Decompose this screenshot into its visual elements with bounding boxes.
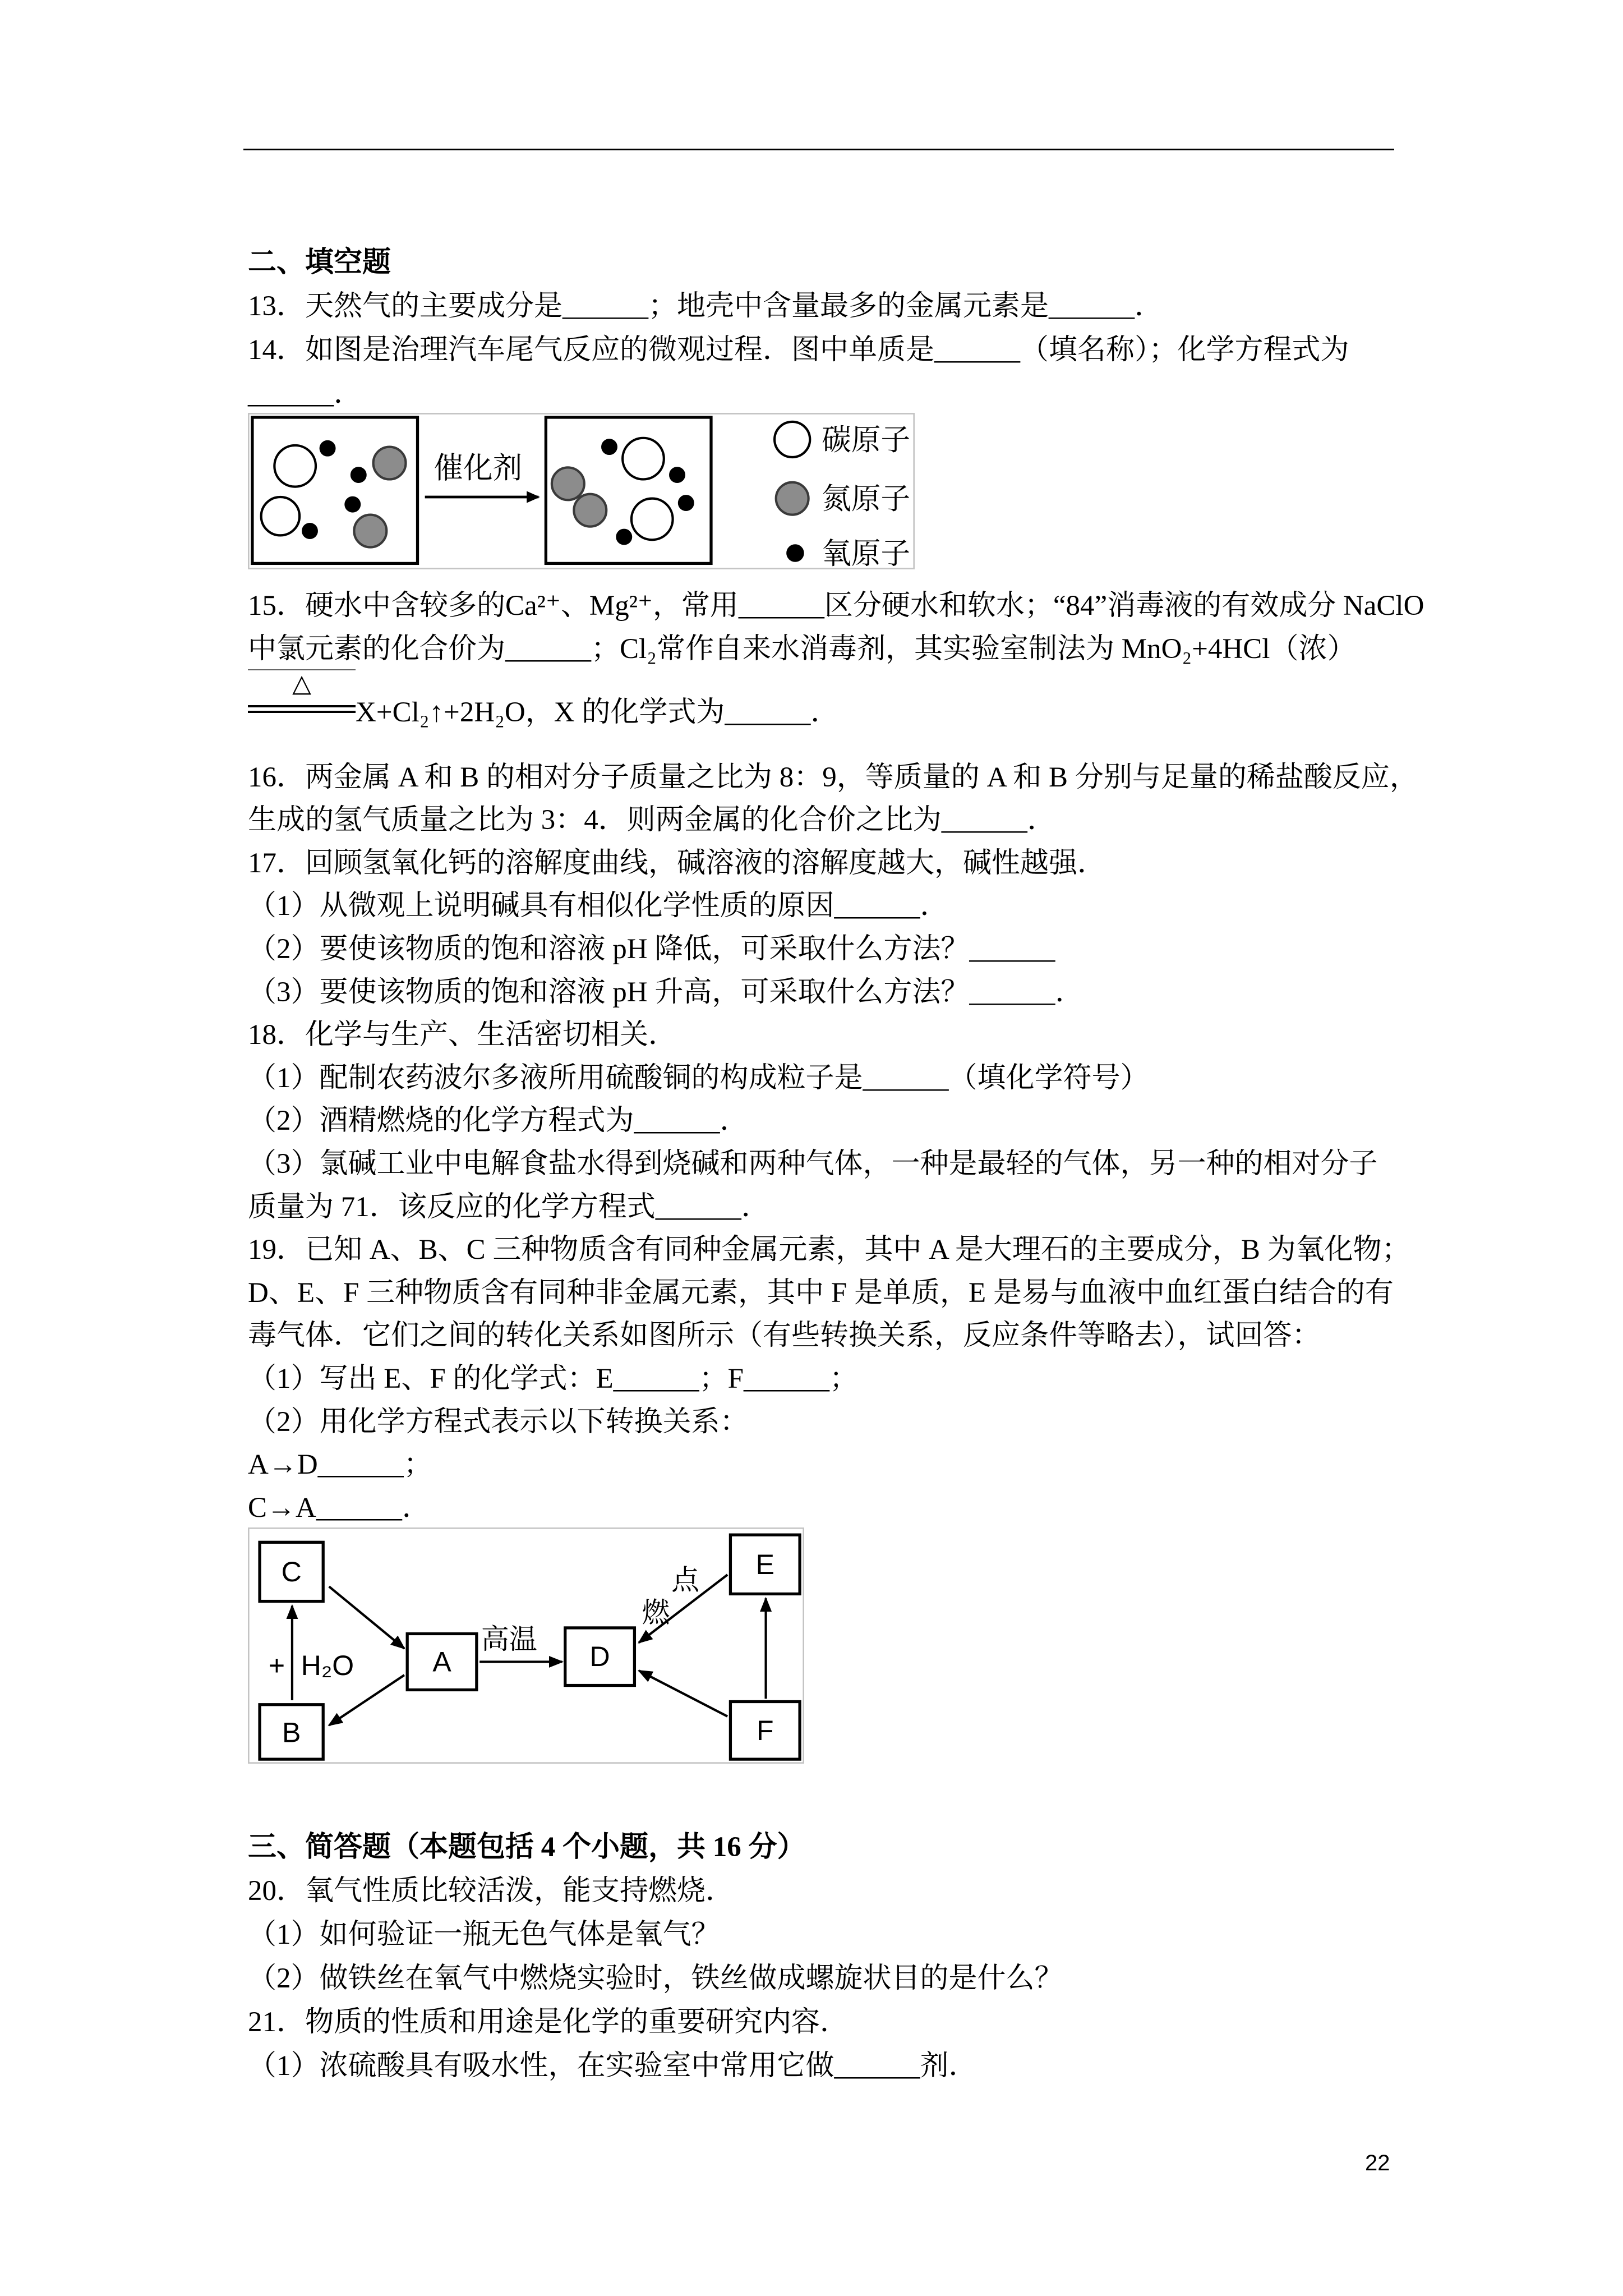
oxygen-atom <box>320 440 336 457</box>
question-18-line-2: （1）配制农药波尔多液所用硫酸铜的构成粒子是______（填化学符号） <box>248 1062 1149 1094</box>
question-19-line-6: A→D______； <box>248 1449 432 1481</box>
node-d <box>565 1628 635 1686</box>
question-17-line-1: 17．回顾氢氧化钙的溶解度曲线，碱溶液的溶解度越大，碱性越强． <box>248 847 1106 879</box>
arrow-f-to-d <box>639 1671 727 1717</box>
question-21-line-2: （1）浓硫酸具有吸水性，在实验室中常用它做______剂． <box>248 2050 978 2082</box>
legend-oxygen-label: 氧原子 <box>822 536 911 569</box>
page-number: 22 <box>1365 2151 1390 2175</box>
node-e <box>730 1535 800 1594</box>
carbon-atom <box>631 499 673 540</box>
question-19-line-1: 19．已知 A、B、C 三种物质含有同种金属元素，其中 A 是大理石的主要成分，B 为氧化物； <box>248 1234 1410 1266</box>
oxygen-atom <box>344 496 361 513</box>
question-18-line-4: （3）氯碱工业中电解食盐水得到烧碱和两种气体，一种是最轻的气体，另一种的相对分子 <box>248 1148 1378 1180</box>
legend-carbon-swatch <box>774 422 810 457</box>
nitrogen-atom <box>354 515 386 547</box>
questions-16-19-block <box>248 756 1418 1530</box>
question-15-equation-line <box>248 669 840 734</box>
question-15-block <box>248 585 1424 671</box>
node-a-label: A <box>432 1646 451 1678</box>
oxygen-atom <box>302 523 318 539</box>
atom-legend <box>774 422 910 569</box>
question-18-line-1: 18．化学与生产、生活密切相关． <box>248 1019 677 1051</box>
header-rule <box>243 149 1394 150</box>
node-c <box>260 1542 323 1601</box>
question-14-line-2: ______． <box>248 378 363 409</box>
carbon-atom <box>274 445 316 487</box>
question-19-line-7: C→A______． <box>248 1492 431 1524</box>
question-13-line-1: 13．天然气的主要成分是______；地壳中含量最多的金属元素是______． <box>248 291 1164 322</box>
products-box <box>546 417 711 563</box>
conversion-relation-diagram <box>248 1527 804 1764</box>
reaction-micro-diagram <box>248 413 915 569</box>
arrow-c-to-a <box>329 1586 404 1649</box>
oxygen-atom <box>616 529 632 545</box>
oxygen-atom <box>351 467 367 483</box>
question-15-line-2: 中氯元素的化合价为______；Cl₂常作自来水消毒剂，其实验室制法为 MnO₂+4HCl（浓） <box>248 633 1356 665</box>
question-19-line-3: 毒气体．它们之间的转化关系如图所示（有些转换关系，反应条件等略去），试回答： <box>248 1320 1321 1352</box>
double-equals-line <box>248 705 356 713</box>
high-temperature-label: 高温 <box>481 1622 537 1655</box>
node-f <box>730 1701 800 1759</box>
question-16-line-1: 16．两金属 A 和 B 的相对分子质量之比为 8：9，等质量的 A 和 B 分别与足量的稀盐酸反应， <box>248 761 1418 793</box>
question-18-line-3: （2）酒精燃烧的化学方程式为______． <box>248 1105 749 1137</box>
nitrogen-atom <box>574 494 606 527</box>
oxygen-atom <box>669 467 685 483</box>
node-c-label: C <box>281 1556 302 1588</box>
question-19-line-2: D、E、F 三种物质含有同种非金属元素，其中 F 是单质，E 是易与血液中血红蛋白结合的有 <box>248 1277 1394 1309</box>
ignite-label: 点燃 <box>642 1563 700 1629</box>
question-20-line-1: 20．氧气性质比较活泼，能支持燃烧． <box>248 1875 735 1907</box>
node-f-label: F <box>756 1714 774 1746</box>
question-17-line-2: （1）从微观上说明碱具有相似化学性质的原因______． <box>248 890 949 922</box>
question-17-line-3: （2）要使该物质的饱和溶液 pH 降低，可采取什么方法？______ <box>248 933 1055 965</box>
question-15-line-3: X+Cl₂↑+2H₂O，X 的化学式为______． <box>356 697 840 728</box>
section-heading-fill-in: 二、填空题 <box>248 247 391 278</box>
reaction-condition-sign <box>248 669 356 734</box>
node-a <box>407 1634 477 1690</box>
nitrogen-atom <box>374 447 406 480</box>
oxygen-atom <box>601 439 617 455</box>
legend-oxygen-swatch <box>786 544 804 562</box>
reactants-box <box>252 417 418 563</box>
carbon-atom <box>623 438 664 480</box>
question-17-line-4: （3）要使该物质的饱和溶液 pH 升高，可采取什么方法？______． <box>248 976 1084 1008</box>
fill-in-section-top <box>248 241 1349 416</box>
legend-carbon-label: 碳原子 <box>822 422 911 457</box>
question-20-line-2: （1）如何验证一瓶无色气体是氧气？ <box>248 1919 720 1950</box>
question-18-line-5: 质量为 71．该反应的化学方程式______． <box>248 1191 770 1223</box>
legend-nitrogen-swatch <box>776 482 809 515</box>
question-20-line-3: （2）做铁丝在氧气中燃烧实验时，铁丝做成螺旋状目的是什么？ <box>248 1963 1063 1994</box>
question-21-line-1: 21．物质的性质和用途是化学的重要研究内容． <box>248 2007 849 2038</box>
node-d-label: D <box>589 1641 610 1673</box>
arrow-a-to-b <box>329 1675 404 1725</box>
heating-triangle-icon: △ <box>292 669 311 698</box>
oxygen-atom <box>678 495 694 511</box>
question-15-line-1: 15．硬水中含较多的Ca²⁺、Mg²⁺，常用______区分硬水和软水；“84”消毒液的有效成分 NaClO <box>248 590 1424 622</box>
nitrogen-atom <box>552 467 584 500</box>
carbon-atom <box>261 497 299 535</box>
catalyst-label: 催化剂 <box>434 450 523 485</box>
question-16-line-2: 生成的氢气质量之比为 3：4．则两金属的化合价之比为______． <box>248 804 1056 836</box>
question-19-line-4: （1）写出 E、F 的化学式：E______；F______； <box>248 1363 859 1395</box>
short-answer-section <box>248 1825 1063 2088</box>
legend-nitrogen-label: 氮原子 <box>822 482 911 517</box>
reactants-frame <box>252 417 418 563</box>
section-heading-short-answer: 三、简答题（本题包括 4 个小题，共 16 分） <box>248 1832 806 1863</box>
node-e-label: E <box>755 1548 774 1580</box>
node-b <box>260 1705 323 1759</box>
water-condition-label: + H₂O <box>268 1650 354 1682</box>
question-19-line-5: （2）用化学方程式表示以下转换关系： <box>248 1406 749 1438</box>
node-b-label: B <box>282 1717 301 1749</box>
question-14-line-1: 14．如图是治理汽车尾气反应的微观过程．图中单质是______（填名称）；化学方程式为 <box>248 334 1349 366</box>
